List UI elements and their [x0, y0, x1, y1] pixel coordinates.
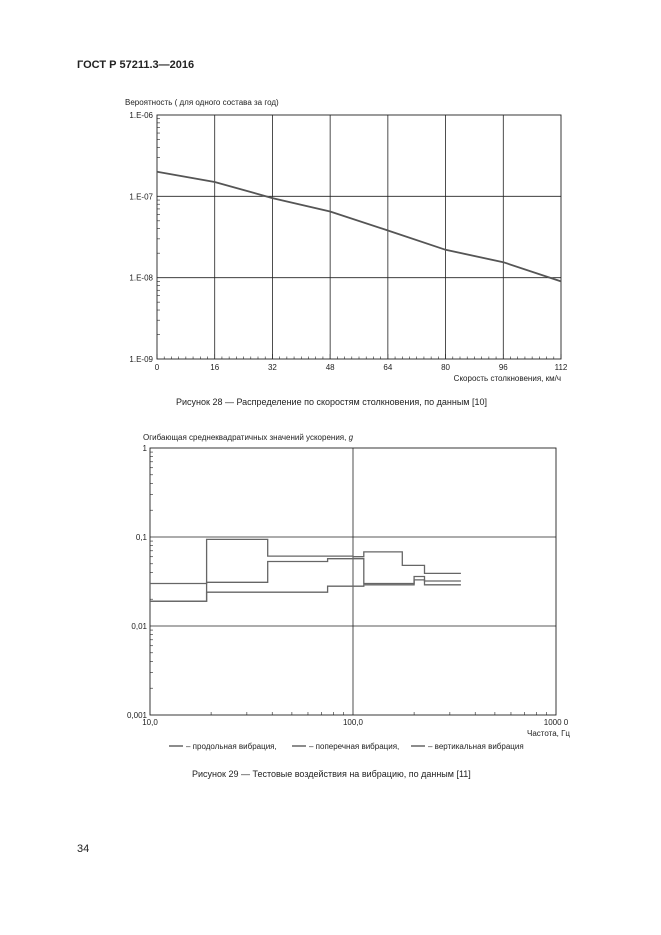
x-tick-label: 96 — [498, 363, 508, 372]
legend-label: – продольная вибрация, — [186, 742, 277, 751]
x-axis-label: Скорость столкновения, км/ч — [453, 374, 561, 383]
figure-29-caption: Рисунок 29 — Тестовые воздействия на вибрацию, по данным [11] — [192, 769, 471, 779]
x-tick-label: 1000 0 — [543, 718, 569, 727]
y-axis-label: Вероятность ( для одного состава за год) — [125, 98, 279, 107]
page-number: 34 — [77, 843, 90, 855]
x-tick-label: 32 — [267, 363, 277, 372]
legend-label: – поперечная вибрация, — [309, 742, 400, 751]
y-axis-label: Огибающая среднеквадратичных значений ускорения, g — [143, 433, 354, 442]
y-tick-label: 1.E-08 — [129, 273, 153, 283]
x-tick-label: 112 — [554, 363, 568, 372]
y-tick-label: 1.E-06 — [129, 111, 153, 120]
y-tick-label: 0,01 — [131, 622, 147, 631]
legend-label: – вертикальная вибрация — [428, 742, 524, 751]
x-tick-label: 64 — [383, 363, 393, 372]
x-tick-label: 80 — [441, 363, 451, 372]
x-tick-label: 0 — [154, 363, 160, 372]
y-tick-label: 0,1 — [135, 533, 147, 542]
x-tick-label: 10,0 — [142, 718, 158, 727]
document-header: ГОСТ Р 57211.3—2016 — [77, 59, 195, 71]
x-axis-label: Частота, Гц — [526, 729, 570, 738]
y-tick-label: 1.E-09 — [129, 355, 153, 364]
y-tick-label: 1 — [142, 444, 147, 453]
x-tick-label: 16 — [210, 363, 220, 372]
y-tick-label: 1.E-07 — [129, 192, 153, 202]
y-tick-label: 0,001 — [126, 711, 147, 720]
x-tick-label: 48 — [325, 363, 335, 372]
figure-28-caption: Рисунок 28 — Распределение по скоростям столкновения, по данным [10] — [176, 397, 487, 407]
x-tick-label: 100,0 — [342, 718, 364, 727]
